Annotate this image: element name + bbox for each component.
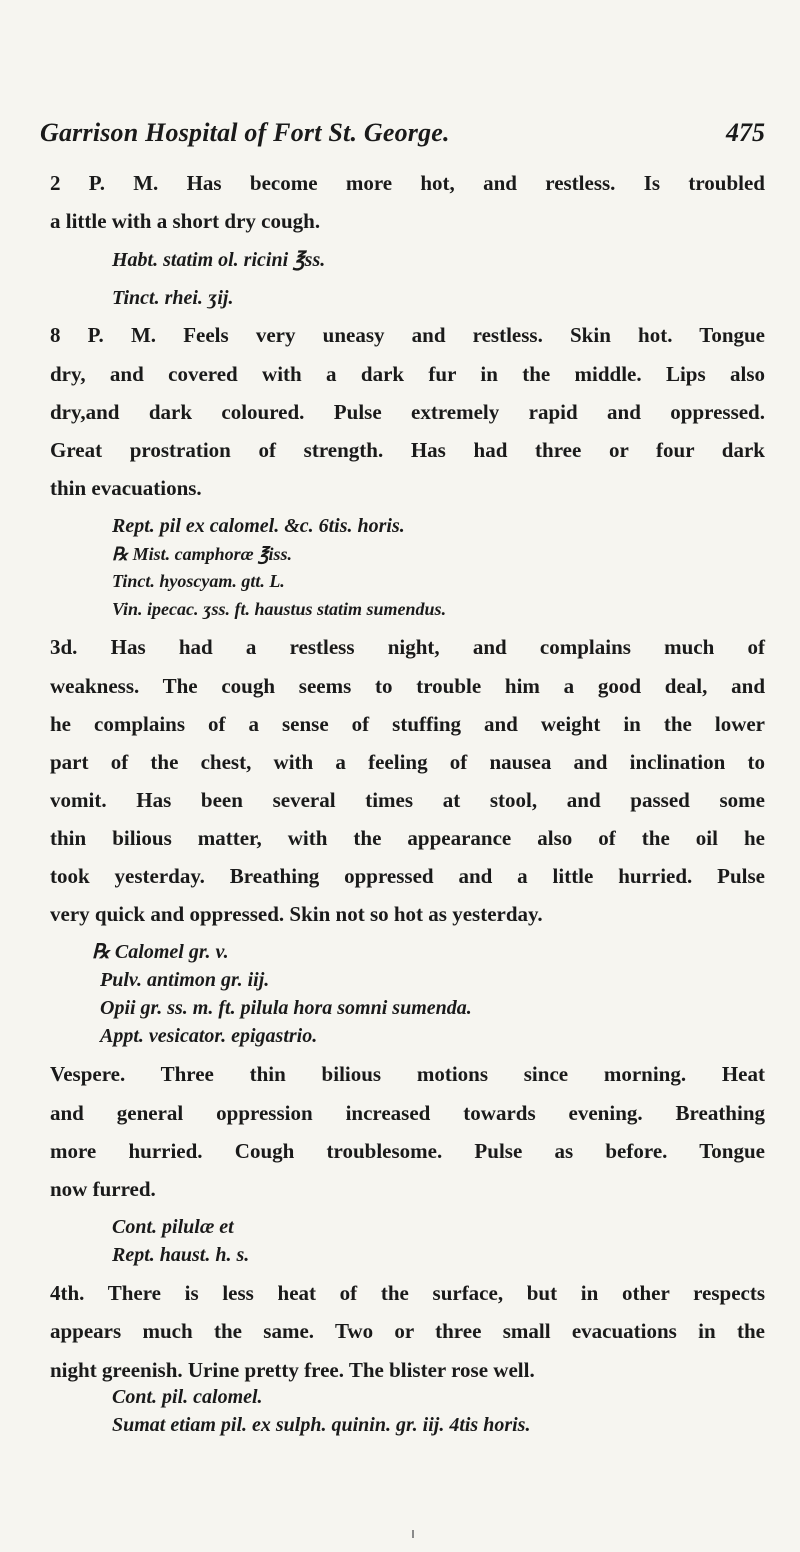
ink-speck — [412, 1530, 414, 1538]
text-line: 2 P. M. Has become more hot, and restless. Is troubled — [50, 171, 765, 195]
prescription-line: Tinct. hyoscyam. gtt. L. — [112, 571, 285, 591]
prescription-line: Cont. pil. calomel. — [112, 1386, 263, 1408]
text-line: now furred. — [50, 1177, 156, 1201]
text-line: dry,and dark coloured. Pulse extremely rapid and oppressed. — [50, 400, 765, 424]
prescription-line: Appt. vesicator. epigastrio. — [100, 1025, 318, 1047]
prescription-line: Pulv. antimon gr. iij. — [100, 969, 270, 991]
text-line: and general oppression increased towards evening. Breathing — [50, 1101, 765, 1125]
text-line: a little with a short dry cough. — [50, 209, 321, 233]
text-line: weakness. The cough seems to trouble him a good deal, and — [50, 674, 765, 698]
text-line: thin bilious matter, with the appearance also of the oil he — [50, 826, 765, 850]
text-line: 3d. Has had a restless night, and complains much of — [50, 635, 765, 659]
page-number: 475 — [726, 118, 765, 147]
text-line: Vespere. Three thin bilious motions since morning. Heat — [50, 1062, 765, 1086]
text-line: more hurried. Cough troublesome. Pulse as before. Tongue — [50, 1139, 765, 1163]
prescription-line: Rept. haust. h. s. — [112, 1244, 250, 1266]
page-header — [40, 118, 765, 154]
text-line: vomit. Has been several times at stool, and passed some — [50, 788, 765, 812]
prescription-line: ℞ Mist. camphoræ ℥iss. — [112, 544, 293, 564]
text-line: 8 P. M. Feels very uneasy and restless. Skin hot. Tongue — [50, 323, 765, 347]
text-line: Great prostration of strength. Has had three or four dark — [50, 438, 765, 462]
running-title: Garrison Hospital of Fort St. George. — [40, 118, 450, 147]
text-line: night greenish. Urine pretty free. The blister rose well. — [50, 1358, 535, 1382]
prescription-line: Habt. statim ol. ricini ℥ss. — [112, 249, 326, 271]
prescription-line: Sumat etiam pil. ex sulph. quinin. gr. iij. 4tis horis. — [112, 1414, 531, 1436]
text-line: dry, and covered with a dark fur in the middle. Lips also — [50, 362, 765, 386]
prescription-line: Rept. pil ex calomel. &c. 6tis. horis. — [112, 515, 405, 537]
text-line: part of the chest, with a feeling of nausea and inclination to — [50, 750, 765, 774]
text-line: took yesterday. Breathing oppressed and a little hurried. Pulse — [50, 864, 765, 888]
prescription-line: Opii gr. ss. m. ft. pilula hora somni sumenda. — [100, 997, 472, 1019]
prescription-line: ℞ Calomel gr. v. — [92, 941, 229, 963]
text-line: appears much the same. Two or three small evacuations in the — [50, 1319, 765, 1343]
prescription-line: Cont. pilulæ et — [112, 1216, 234, 1238]
text-line: thin evacuations. — [50, 476, 202, 500]
text-line: he complains of a sense of stuffing and weight in the lower — [50, 712, 765, 736]
text-line: very quick and oppressed. Skin not so hot as yesterday. — [50, 902, 543, 926]
prescription-line: Vin. ipecac. ʒss. ft. haustus statim sumendus. — [112, 599, 447, 619]
prescription-line: Tinct. rhei. ʒij. — [112, 287, 234, 309]
text-line: 4th. There is less heat of the surface, but in other respects — [50, 1281, 765, 1305]
